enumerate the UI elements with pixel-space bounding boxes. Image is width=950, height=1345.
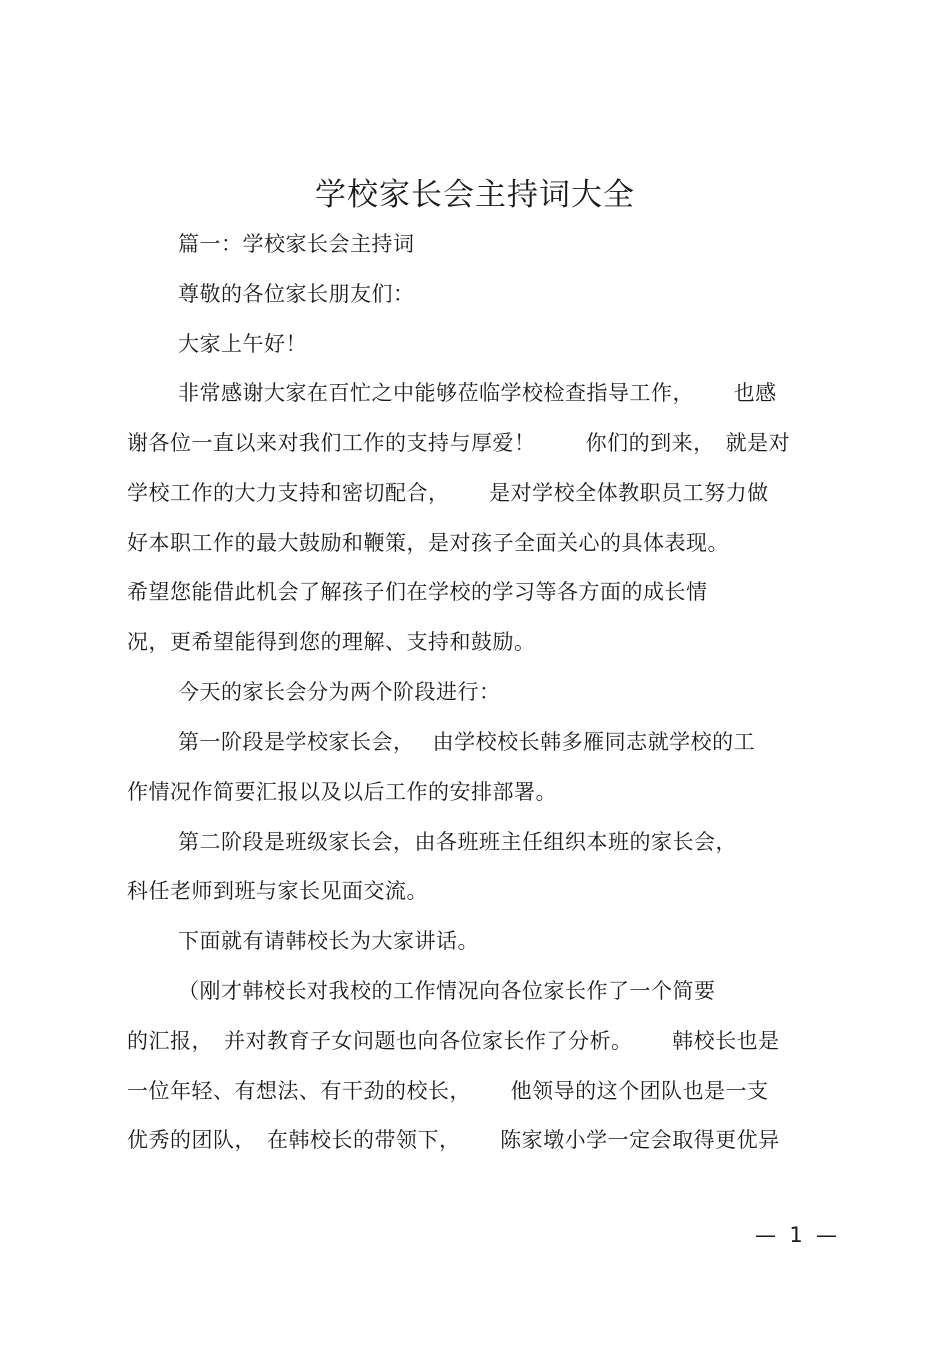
text-line: 尊敬的各位家长朋友们： — [178, 282, 415, 306]
text-line: 况，更希望能得到您的理解、支持和鼓励。 — [127, 630, 536, 654]
text-line: 的汇报， 并对教育子女问题也向各位家长作了分析。 韩校长也是 — [127, 1029, 780, 1053]
text-line: 科任老师到班与家长见面交流。 — [127, 879, 428, 903]
text-line: 学校工作的大力支持和密切配合， 是对学校全体教职员工努力做 — [127, 481, 769, 505]
text-line: 今天的家长会分为两个阶段进行： — [178, 680, 501, 704]
text-line: 好本职工作的最大鼓励和鞭策，是对孩子全面关心的具体表现。 — [127, 531, 729, 555]
page-number: — 1 — — [755, 1223, 838, 1247]
text-line: 一位年轻、有想法、有干劲的校长， 他领导的这个团队也是一支 — [127, 1079, 769, 1103]
text-line: 作情况作简要汇报以及以后工作的安排部署。 — [127, 780, 557, 804]
text-line: 第一阶段是学校家长会， 由学校校长韩多雁同志就学校的工 — [178, 730, 756, 754]
text-line: 优秀的团队， 在韩校长的带领下， 陈家墩小学一定会取得更优异 — [127, 1128, 780, 1152]
text-line: 非常感谢大家在百忙之中能够莅临学校检查指导工作， 也感 — [178, 381, 777, 405]
text-line: 希望您能借此机会了解孩子们在学校的学习等各方面的成长情 — [127, 580, 708, 604]
text-line: 大家上午好！ — [178, 332, 307, 356]
text-line: 篇一：学校家长会主持词 — [178, 232, 415, 256]
text-line: 下面就有请韩校长为大家讲话。 — [178, 929, 479, 953]
text-line: 谢各位一直以来对我们工作的支持与厚爱！ 你们的到来， 就是对 — [127, 431, 791, 455]
page-title: 学校家长会主持词大全 — [315, 177, 635, 213]
text-line: （刚才韩校长对我校的工作情况向各位家长作了一个简要 — [178, 979, 716, 1003]
text-line: 第二阶段是班级家长会，由各班班主任组织本班的家长会， — [178, 830, 737, 854]
